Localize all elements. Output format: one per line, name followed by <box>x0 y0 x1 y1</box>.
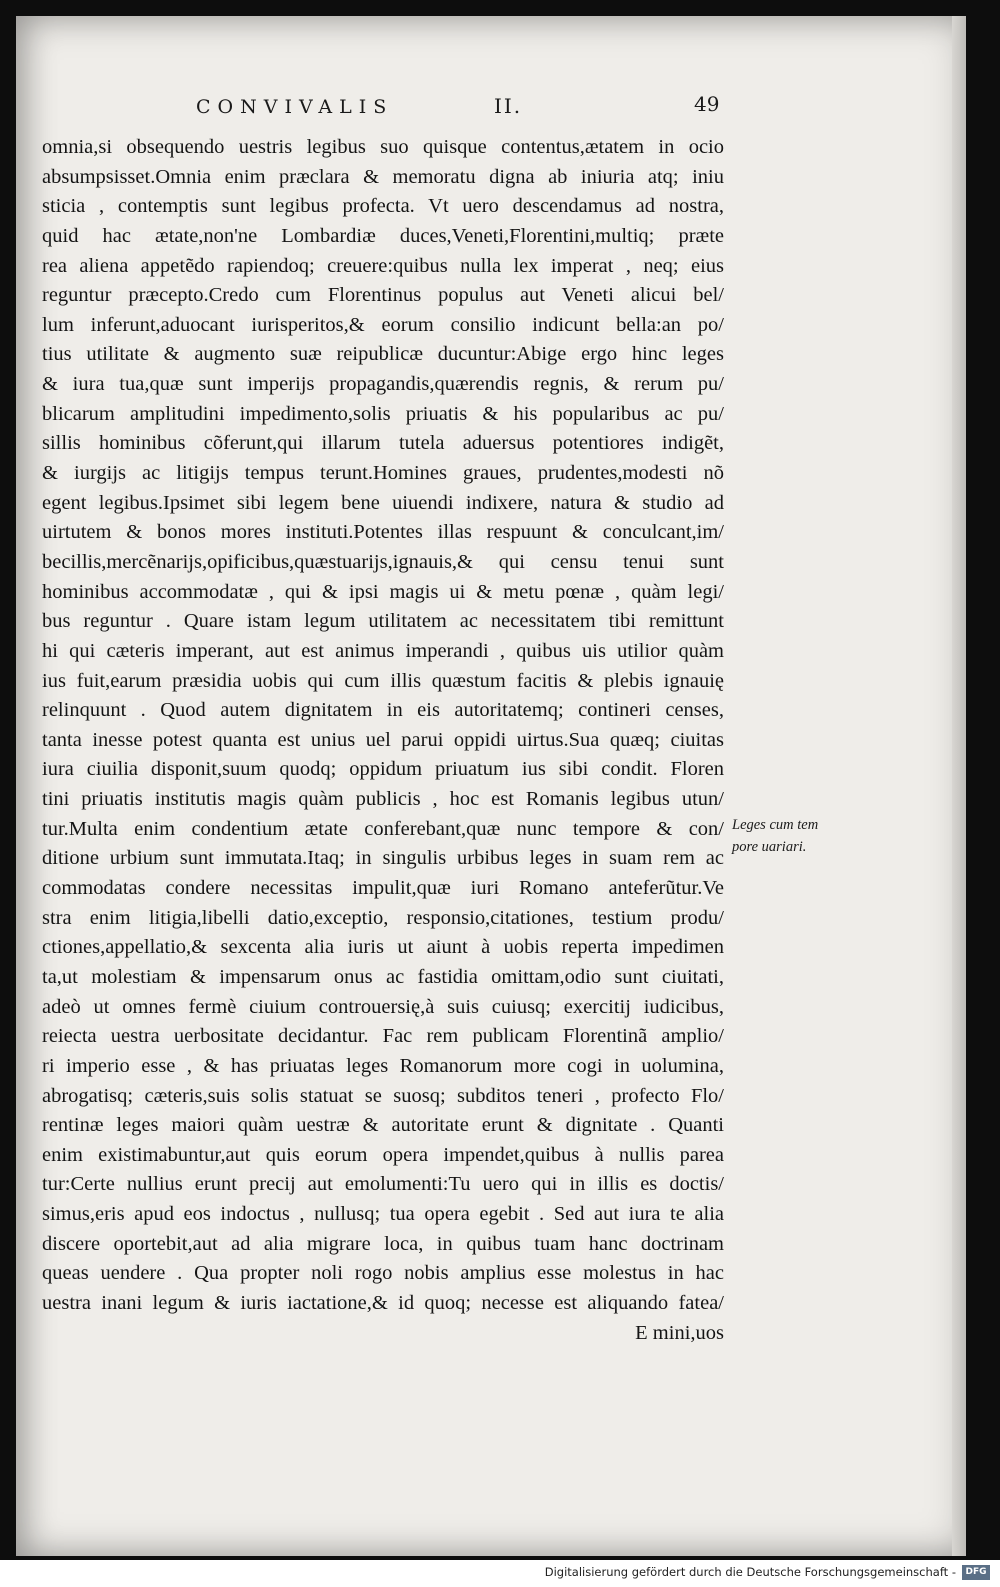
text-line: uirtutem & bonos mores instituti.Potentes illas respuunt & conculcant,im/ <box>42 521 724 544</box>
funding-credit: Digitalisierung gefördert durch die Deutsche Forschungsgemeinschaft - <box>544 1565 956 1579</box>
text-line: ditione urbium sunt immutata.Itaq; in singulis urbibus leges in suam rem ac <box>42 847 724 870</box>
text-line: tur.Multa enim condentium ætate conferebant,quæ nunc tempore & con/ <box>42 817 724 840</box>
footer-bar <box>0 1560 1000 1587</box>
text-line: iura ciuilia disponit,suum quodq; oppidum priuatum ius sibi condit. Floren <box>42 758 724 781</box>
catchword: E mini,uos <box>635 1321 724 1344</box>
text-line: tur:Certe nullius erunt precij aut emolumenti:Tu uero qui in illis es doctis/ <box>42 1173 724 1196</box>
page-edge <box>952 16 966 1556</box>
margin-note <box>732 814 832 858</box>
text-line: ius fuit,earum præsidia uobis qui cum illis quæstum facitis & plebis ignauię <box>42 669 724 692</box>
text-line: hominibus accommodatæ , qui & ipsi magis ui & metu pœnæ , quàm legi/ <box>42 580 724 603</box>
text-line: discere oportebit,aut ad alia migrare loca, in quibus tuam hanc doctrinam <box>42 1232 724 1255</box>
text-line: enim existimabuntur,aut quis eorum opera impendet,quibus à nullis parea <box>42 1143 724 1166</box>
running-head: CONVIVALIS <box>196 96 394 118</box>
text-line: rea aliena appetẽdo rapiendoq; creuere:quibus nulla lex imperat , neq; eius <box>42 254 724 277</box>
text-line: reguntur præcepto.Credo cum Florentinus populus aut Veneti alicui bel/ <box>42 284 724 307</box>
text-line: abrogatisq; cæteris,suis solis statuat se suosq; subditos teneri , profecto Flo/ <box>42 1084 724 1107</box>
text-line: sticia , contemptis sunt legibus profecta. Vt uero descendamus ad nostra, <box>42 195 724 218</box>
folio-number: 49 <box>694 92 720 116</box>
text-line: simus,eris apud eos indoctus , nullusq; tua opera egebit . Sed aut iura te alia <box>42 1203 724 1226</box>
chapter-number: II. <box>494 94 523 118</box>
text-line: rentinæ leges maiori quàm uestræ & autoritate erunt & dignitate . Quanti <box>42 1114 724 1137</box>
text-line: becillis,mercẽnarijs,opificibus,quæstuarijs,ignauis,& qui censu tenui sunt <box>42 550 724 573</box>
text-line: stra enim litigia,libelli datio,exceptio, responsio,citationes, testium produ/ <box>42 906 724 929</box>
margin-note-line: pore uariari. <box>732 839 807 855</box>
text-line: ta,ut molestiam & impensarum onus ac fastidia omittam,odio sunt ciuitati, <box>42 965 724 988</box>
text-line: commodatas condere necessitas impulit,quæ iuri Romano anteferũtur.Ve <box>42 877 724 900</box>
text-line: & iurgijs ac litigijs tempus terunt.Homines graues, prudentes,modesti nõ <box>42 462 724 485</box>
text-line: hi qui cæteris imperant, aut est animus imperandi , quibus uis utilior quàm <box>42 639 724 662</box>
text-line: blicarum amplitudini impedimento,solis priuatis & his popularibus ac pu/ <box>42 402 724 425</box>
text-line: uestra inani legum & iuris iactatione,& id quoq; necesse est aliquando fatea/ <box>42 1291 724 1314</box>
dfg-logo: DFG <box>962 1565 990 1580</box>
margin-note-line: Leges cum tem <box>732 817 819 833</box>
text-line: ri imperio esse , & has priuatas leges Romanorum more cogi in uolumina, <box>42 1054 724 1077</box>
text-line: bus reguntur . Quare istam legum utilitatem ac necessitatem tibi remittunt <box>42 610 724 633</box>
text-line: queas uendere . Qua propter noli rogo nobis amplius esse molestus in hac <box>42 1262 724 1285</box>
text-line: quid hac ætate,non'ne Lombardiæ duces,Veneti,Florentini,multiq; præte <box>42 224 724 247</box>
text-line: reiecta uestra uerbositate decidantur. Fac rem publicam Florentinã amplio/ <box>42 1025 724 1048</box>
text-line: relinquunt . Quod autem dignitatem in eis autoritatemq; contineri censes, <box>42 699 724 722</box>
text-line: omnia,si obsequendo uestris legibus suo quisque contentus,ætatem in ocio <box>42 136 724 158</box>
text-line: adeò ut omnes fermè ciuium controuersię,à suis cuiusq; exercitij iudicibus, <box>42 995 724 1018</box>
text-line: absumpsisset.Omnia enim præclara & memoratu digna ab iniuria atq; iniu <box>42 165 724 188</box>
text-line: lum inferunt,aduocant iurisperitos,& eorum consilio indicunt bella:an po/ <box>42 313 724 336</box>
text-line: egent legibus.Ipsimet sibi legem bene uiuendi indixere, natura & studio ad <box>42 491 724 514</box>
text-line: tini priuatis institutis magis quàm publicis , hoc est Romanis legibus utun/ <box>42 788 724 811</box>
text-line: & iura tua,quæ sunt imperijs propagandis,quærendis regnis, & rerum pu/ <box>42 373 724 396</box>
text-line: tius utilitate & augmento suæ reipublicæ ducuntur:Abige ergo hinc leges <box>42 343 724 366</box>
text-line: tanta inesse potest quanta est unius uel parui oppidi uirtus.Sua quæq; ciuitas <box>42 728 724 751</box>
text-line: sillis hominibus cõferunt,qui illarum tutela aduersus potentiores indigẽt, <box>42 432 724 455</box>
body-text <box>42 133 724 1348</box>
text-line: ctiones,appellatio,& sexcenta alia iuris ut aiunt à uobis reperta impedimen <box>42 936 724 959</box>
